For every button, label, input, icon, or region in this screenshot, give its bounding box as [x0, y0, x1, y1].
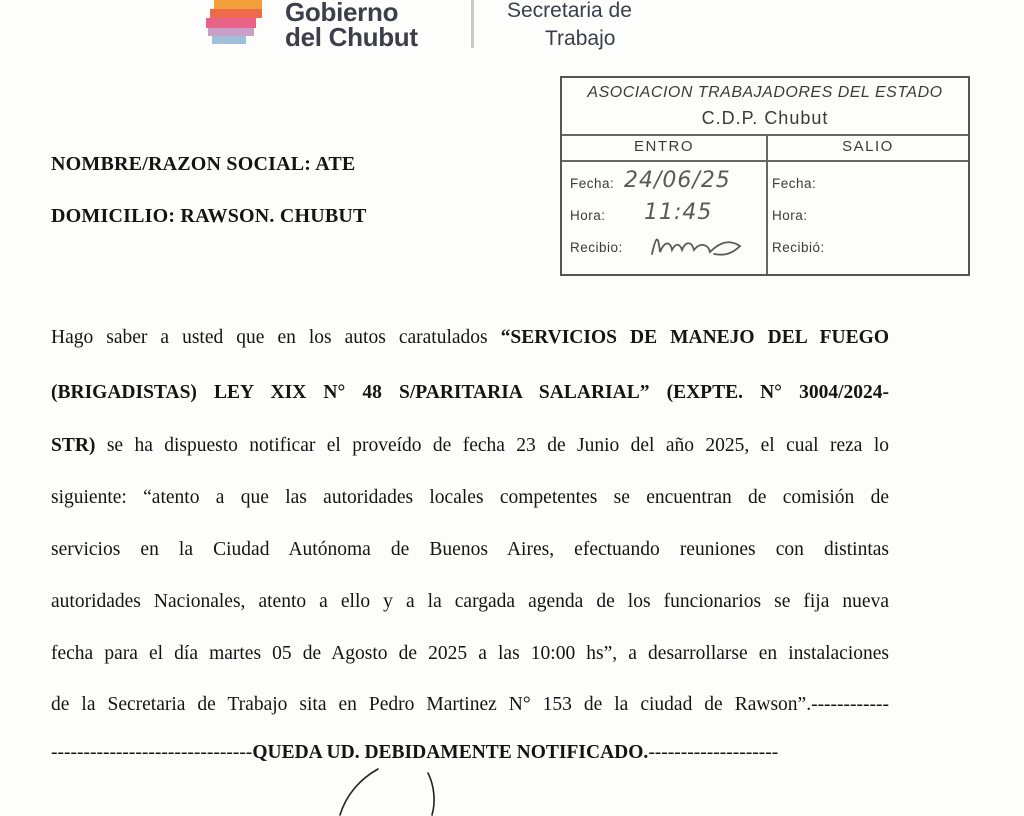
stamp-salio-header: SALIO — [842, 138, 894, 155]
stamp-fecha-label-right: Fecha: — [772, 176, 817, 191]
body-line — [51, 325, 889, 351]
body-line: fecha para el día martes 05 de Agosto de 2025 a las 10:00 hs”, a desarrollarse en instalaciones — [51, 643, 889, 664]
case-title: “SERVICIOS DE MANEJO DEL FUEGO — [500, 327, 889, 348]
secretariat-name-line2: Trabajo — [545, 27, 616, 50]
header-divider — [471, 0, 474, 48]
stamp-column-divider — [766, 134, 768, 274]
government-name-line2: del Chubut — [285, 22, 418, 52]
stamp-divider — [562, 134, 968, 136]
stamp-entro-header: ENTRO — [634, 138, 694, 155]
handwritten-date: 24/06/25 — [624, 168, 731, 193]
stamp-hora-label-right: Hora: — [772, 208, 808, 223]
chubut-logo-icon — [206, 0, 266, 46]
notification-line — [51, 740, 889, 766]
stamp-recibio-label-right: Recibió: — [772, 240, 825, 255]
case-file: STR) — [51, 435, 96, 456]
signature-stroke-icon — [300, 765, 460, 816]
body-line — [51, 380, 889, 406]
body-line — [51, 433, 889, 459]
handwritten-time: 11:45 — [644, 200, 713, 225]
stamp-fecha-label: Fecha: — [570, 176, 615, 191]
case-file: (EXPTE. N° 3004/2024- — [649, 382, 889, 403]
stamp-title: ASOCIACION TRABAJADORES DEL ESTADO — [587, 84, 943, 101]
government-name-line1: Gobierno — [285, 0, 399, 27]
reception-stamp — [560, 76, 970, 276]
notification-text: QUEDA UD. DEBIDAMENTE NOTIFICADO. — [252, 742, 649, 763]
body-text: Hago saber a usted que en los autos caratulados — [51, 327, 501, 348]
stamp-recibio-label: Recibio: — [570, 240, 623, 255]
body-line: servicios en la Ciudad Autónoma de Buenos Aires, efectuando reuniones con distintas — [51, 539, 889, 560]
body-line: siguiente: “atento a que las autoridades locales competentes se encuentran de comisión de — [51, 487, 889, 508]
recipient-address: DOMICILIO: RAWSON. CHUBUT — [51, 205, 367, 227]
dash-filler: -------------------- — [648, 742, 779, 763]
recipient-name: NOMBRE/RAZON SOCIAL: ATE — [51, 153, 356, 175]
dash-filler: ------------------------------- — [51, 742, 253, 763]
stamp-hora-label: Hora: — [570, 208, 606, 223]
body-text: se ha dispuesto notificar el proveído de fecha 23 de Junio del año 2025, el cual reza lo — [95, 435, 889, 456]
secretariat-name-line1: Secretaria de — [507, 0, 632, 22]
stamp-subtitle: C.D.P. Chubut — [701, 108, 829, 128]
stamp-divider — [562, 160, 968, 162]
body-line: de la Secretaria de Trabajo sita en Pedro Martinez N° 153 de la ciudad de Rawson”.------------ — [51, 694, 889, 715]
letterhead — [0, 0, 1024, 60]
case-title: (BRIGADISTAS) LEY XIX N° 48 S/PARITARIA SALARIAL” — [51, 382, 650, 403]
body-line: autoridades Nacionales, atento a ello y a la cargada agenda de los funcionarios se fija nueva — [51, 591, 889, 612]
handwritten-signature-icon — [648, 230, 748, 260]
